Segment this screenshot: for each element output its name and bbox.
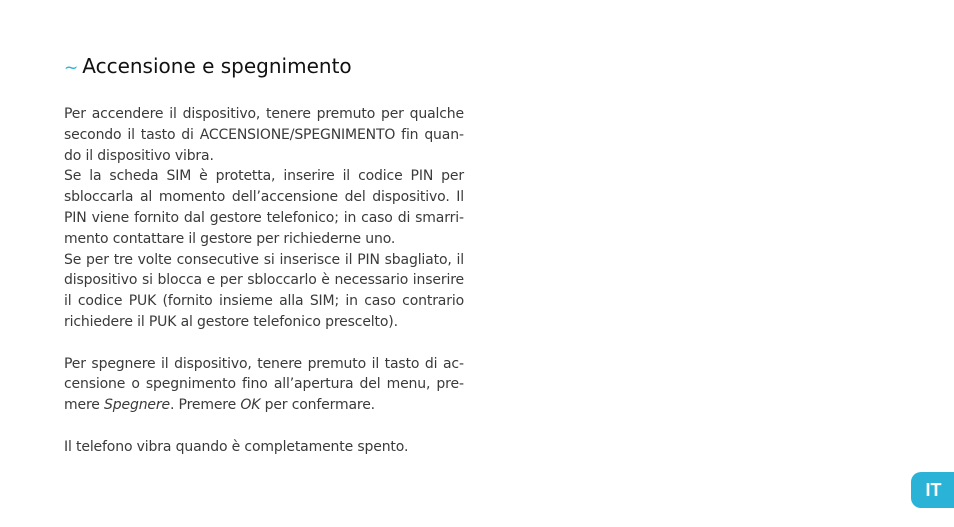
tilde-marker: ~ [64,58,79,78]
option-spegnere: Spegnere [104,397,170,414]
final-note-paragraph: Il telefono vibra quando è completamente spento. [64,438,409,455]
power-off-text-before: Per spegnere il dispositivo, tenere premuto il tasto di accensione o spegnimento fino all’apertura del menu, premere [64,355,464,414]
language-tab: IT [911,472,954,508]
power-off-text-after: per confermare. [260,397,375,414]
puk-paragraph: Se per tre volte consecutive si inserisce il PIN sbagliato, il dispositivo si blocca e per sbloccarlo è necessario inserire il codice PUK (fornito insieme alla SIM; in caso contrario richiedere il PUK al gestore telefonico prescelto). [64,251,464,330]
section-heading [64,52,464,82]
power-on-paragraph: Per accendere il dispositivo, tenere premuto per qualche secondo il tasto di ACCENSIONE/SPEGNIMENTO fin quando il dispositivo vibra. [64,106,464,164]
paragraph-gap [64,416,464,437]
power-off-text-middle: . Premere [169,397,241,414]
manual-section [64,52,464,458]
section-title: Accensione e spegnimento [82,54,352,78]
sim-pin-paragraph: Se la scheda SIM è protetta, inserire il codice PIN per sbloccarla al momento dell’accensione del dispositivo. Il PIN viene fornito dal gestore telefonico; in caso di smarrimento contattare il gestore per richiederne uno. [64,168,464,247]
option-ok: OK [240,397,261,414]
paragraph-gap [64,333,464,354]
power-off-paragraph [64,354,464,416]
